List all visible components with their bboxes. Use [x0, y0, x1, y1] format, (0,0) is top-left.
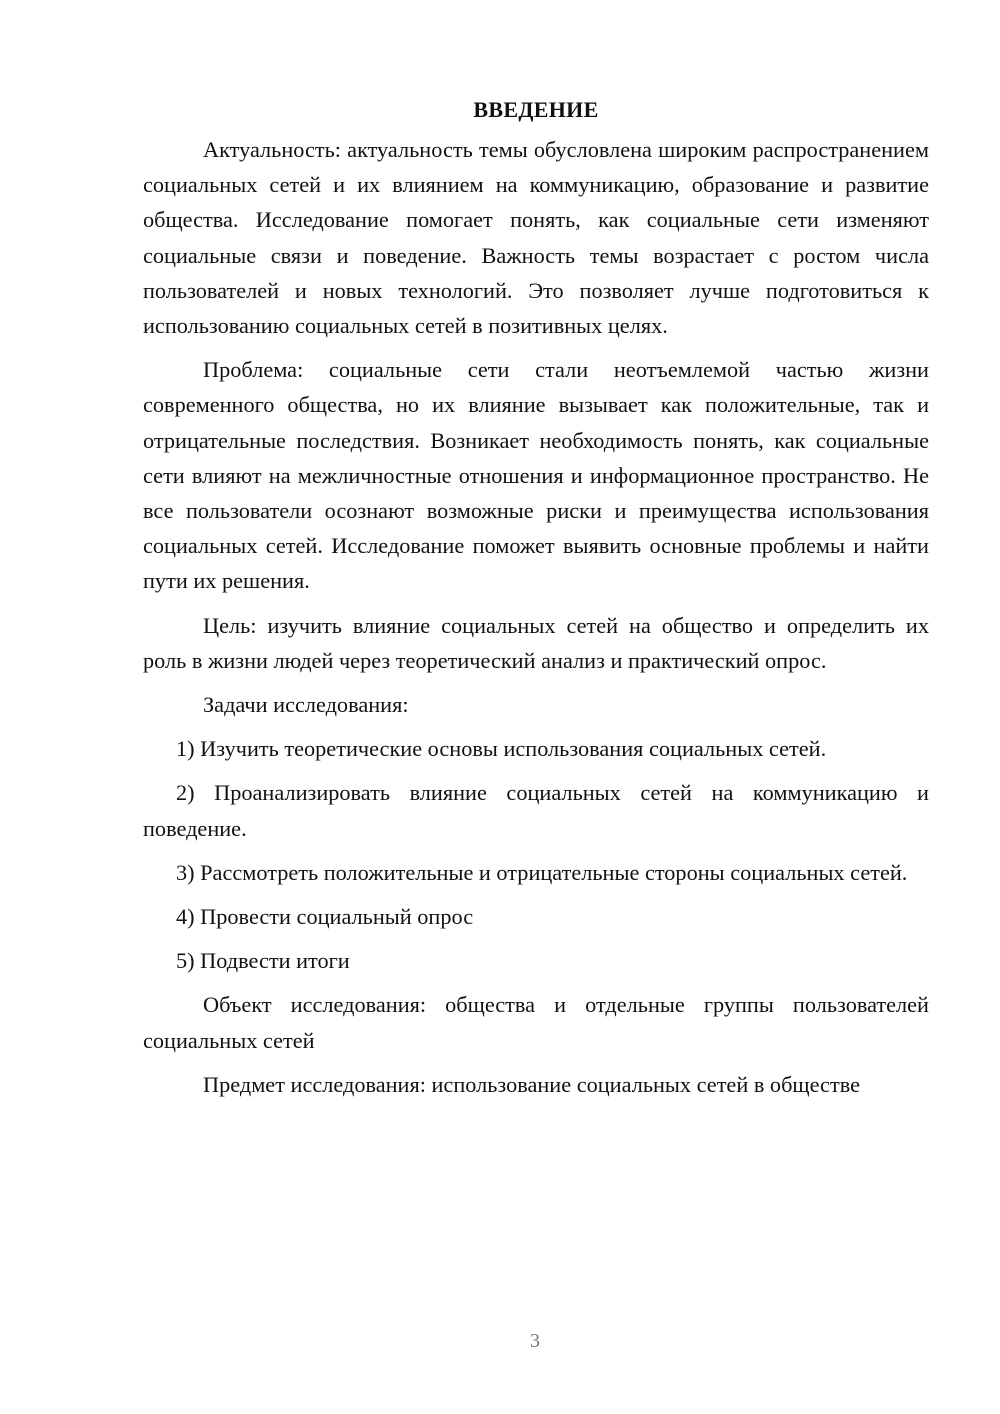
problem-paragraph: Проблема: социальные сети стали неотъемлемой частью жизни современного общества, но их влияние вызывает как положительные, так и отрицательные последствия. Возникает необходимость понять, как социальные сети влияют на межличностные отношения и информационное пространство. Не все пользователи осознают возможные риски и преимущества использования социальных сетей. Исследование поможет выявить основные проблемы и найти пути их решения.: [143, 357, 929, 594]
page-number: 3: [530, 1330, 540, 1352]
task-item: 3) Рассмотреть положительные и отрицательные стороны социальных сетей.: [176, 859, 908, 885]
task-item: 4) Провести социальный опрос: [176, 904, 474, 930]
task-item: 5) Подвести итоги: [176, 948, 350, 974]
page-title: ВВЕДЕНИЕ: [473, 97, 599, 122]
object-paragraph: Объект исследования: общества и отдельные группы пользователей социальных сетей: [143, 992, 929, 1053]
tasks-heading: Задачи исследования:: [203, 692, 409, 718]
goal-paragraph: Цель: изучить влияние социальных сетей на общество и определить их роль в жизни людей через теоретический анализ и практический опрос.: [143, 612, 929, 673]
subject-paragraph: Предмет исследования: использование социальных сетей в обществе: [203, 1071, 860, 1097]
page-content: [143, 92, 929, 1102]
task-item: 2) Проанализировать влияние социальных сетей на коммуникацию и поведение.: [143, 780, 929, 841]
task-item: 1) Изучить теоретические основы использования социальных сетей.: [176, 736, 827, 762]
relevance-paragraph: Актуальность: актуальность темы обусловлена широким распространением социальных сетей и их влиянием на коммуникацию, образование и развитие общества. Исследование помогает понять, как социальные сети изменяют социальные связи и поведение. Важность темы возрастает с ростом числа пользователей и новых технологий. Это позволяет лучше подготовиться к использованию социальных сетей в позитивных целях.: [143, 137, 929, 339]
